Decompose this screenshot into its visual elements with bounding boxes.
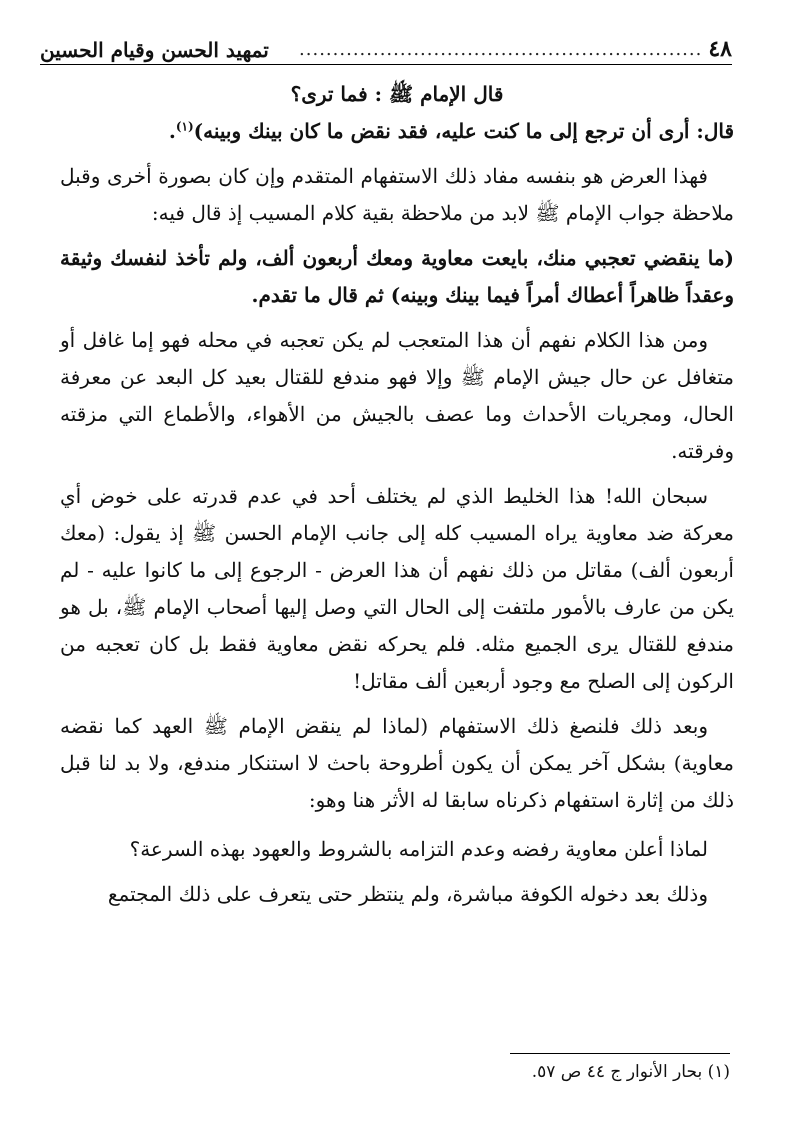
paragraph: وبعد ذلك فلنصغ ذلك الاستفهام (لماذا لم ينقض الإمام ﷺ العهد كما نقضه معاوية) بشكل آخر يمكن أن يكون أطروحة باحث لا استنكار مندفع، ولا بد لنا قبل ذلك من إثارة استفهام ذكرناه سابقا له الأثر هنا وهو: [60,714,734,812]
header-leader-dots: ............................................................ [299,39,703,60]
paragraph: سبحان الله! هذا الخليط الذي لم يختلف أحد في عدم قدرته على خوض أي معركة ضد معاوية يراه المسيب كله إلى جانب الإمام الحسن ﷺ إذ يقول: (معك أربعون ألف) مقاتل من ذلك نفهم أن هذا العرض - الرجوع إلى ما كانوا عليه - لم يكن من عارف بالأمور ملتفت إلى الحال التي وصل إليها أصحاب الإمام ﷺ، بل هو مندفع للقتال يرى الجميع مثله. فلم يحركه نقض معاوية فقط بل كان تعجبه من الركون إلى الصلح مع وجود أربعين ألف مقاتل! [60,484,734,693]
paragraph: فهذا العرض هو بنفسه مفاد ذلك الاستفهام المتقدم وإن كان بصورة أخرى وقبل ملاحظة جواب الإمام ﷺ لابد من ملاحظة بقية كلام المسيب إذ قال فيه: [60,164,734,225]
answer-text: قال: أرى أن ترجع إلى ما كنت عليه، فقد نقض ما كان بينك وبينه) [193,119,734,143]
musayyib-answer [60,113,734,150]
footnote-ref: (١) [175,119,194,134]
paragraph: لماذا أعلن معاوية رفضه وعدم التزامه بالشروط والعهود بهذه السرعة؟ [129,837,708,861]
page-body [60,76,734,913]
header-divider [40,64,732,65]
quote-block: (ما ينقضي تعجبي منك، بايعت معاوية ومعك أربعون ألف، ولم تأخذ لنفسك وثيقة وعقداً ظاهراً أعطاك أمراً فيما بينك وبينه) ثم قال ما تقدم. [60,246,734,307]
footnote-divider [510,1053,730,1054]
book-title: تمهيد الحسن وقيام الحسين [40,38,269,62]
answer-tail: . [168,119,176,143]
paragraph: وذلك بعد دخوله الكوفة مباشرة، ولم ينتظر حتى يتعرف على ذلك المجتمع [107,882,708,906]
running-header [40,26,732,62]
imam-question: قال الإمام ﷺ : فما ترى؟ [290,82,504,106]
footnote: (١) بحار الأنوار ج ٤٤ ص ٥٧. [531,1062,730,1082]
page-number: ٤٨ [708,36,732,62]
paragraph: ومن هذا الكلام نفهم أن هذا المتعجب لم يكن تعجبه في محله فهو إما غافل أو متغافل عن حال جيش الإمام ﷺ وإلا فهو مندفع للقتال بعيد كل البعد عن معرفة الحال، ومجريات الأحداث وما عصف بالجيش من الأهواء، والأطماع التي مزقته وفرقته. [60,328,734,463]
